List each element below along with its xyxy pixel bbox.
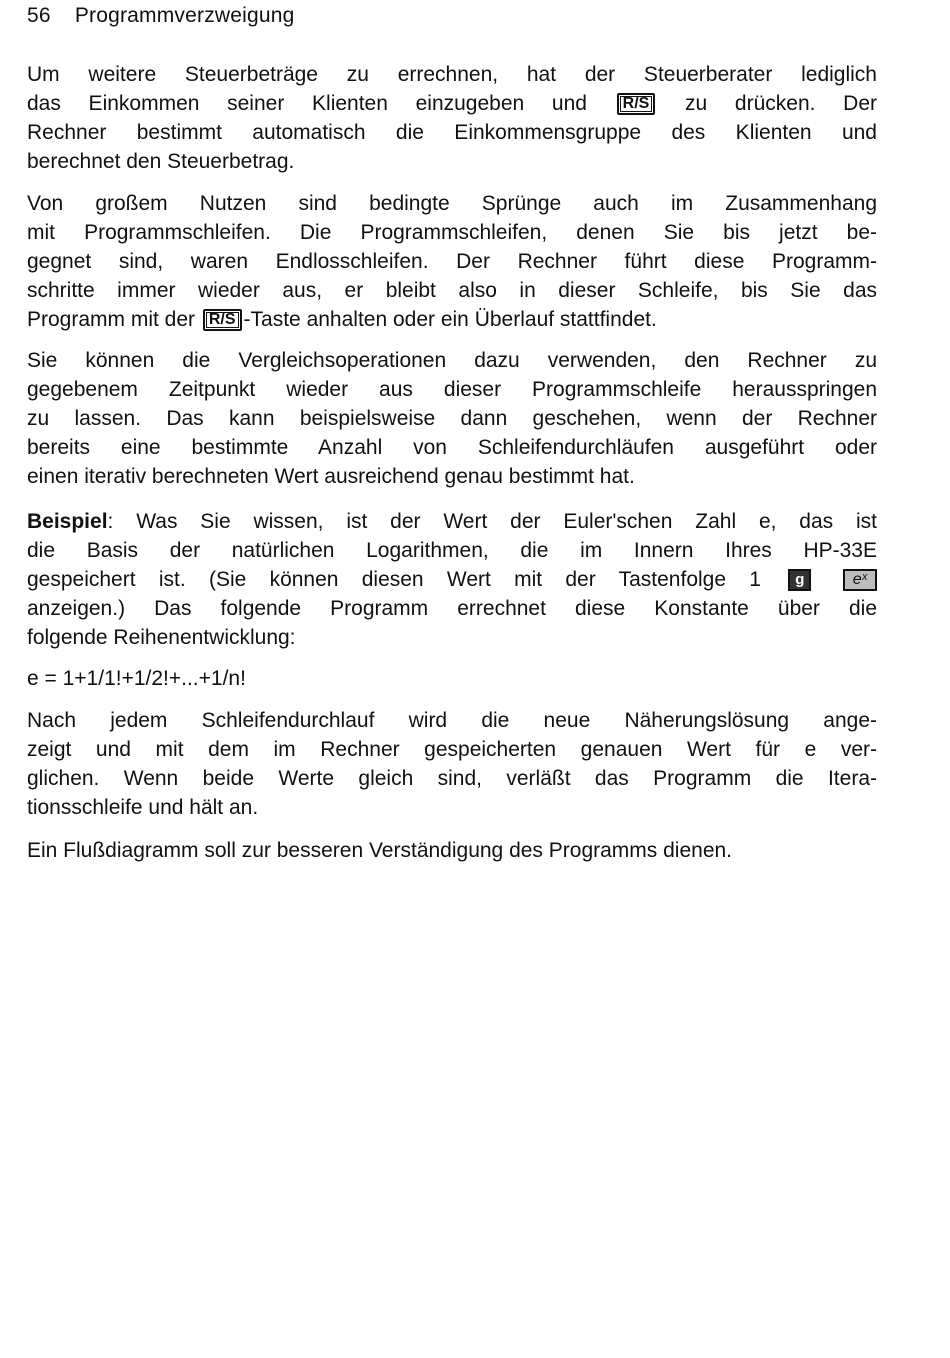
text-line: berechnet den Steuerbetrag.: [27, 150, 295, 173]
text-line: [27, 305, 877, 334]
text-line: Von großem Nutzen sind bedingte Sprünge auch im Zusammenhang: [27, 192, 877, 215]
chapter-title: Programmverzweigung: [74, 4, 295, 27]
formula: [27, 664, 877, 693]
text-line: Nach jedem Schleifendurchlauf wird die neue Näherungslösung ange-: [27, 709, 877, 732]
text-line: Um weitere Steuerbeträge zu errechnen, hat der Steuerberater lediglich: [27, 63, 877, 86]
text-segment: : Was Sie wissen, ist der Wert der Euler'schen Zahl e, das ist: [107, 510, 877, 533]
page-header: [27, 4, 295, 28]
paragraph-3: [27, 346, 877, 491]
text-line: tionsschleife und hält an.: [27, 796, 259, 819]
text-segment: Programm mit der: [27, 308, 196, 331]
text-line: die Basis der natürlichen Logarithmen, die im Innern Ihres HP-33E: [27, 539, 877, 562]
text-line: anzeigen.) Das folgende Programm errechnet diese Konstante über die: [27, 597, 877, 620]
text-line: bereits eine bestimmte Anzahl von Schleifendurchläufen ausgeführt oder: [27, 436, 877, 459]
text-segment: -Taste anhalten oder ein Überlauf stattfindet.: [243, 308, 657, 331]
text-line: [27, 565, 877, 594]
text-line: [27, 89, 877, 118]
paragraph-2: [27, 189, 877, 334]
text-line: gegnet sind, waren Endlosschleifen. Der Rechner führt diese Programm-: [27, 250, 877, 273]
example-label: Beispiel: [27, 510, 108, 533]
text-segment: das Einkommen seiner Klienten einzugeben und: [27, 92, 587, 115]
text-line: zeigt und mit dem im Rechner gespeicherten genauen Wert für e ver-: [27, 738, 877, 761]
text-line: Ein Flußdiagramm soll zur besseren Verständigung des Programms dienen.: [27, 839, 733, 862]
text-line: mit Programmschleifen. Die Programmschleifen, denen Sie bis jetzt be-: [27, 221, 877, 244]
series-formula: e = 1+1/1!+1/2!+...+1/n!: [27, 667, 246, 690]
text-line: gegebenem Zeitpunkt wieder aus dieser Programmschleife herausspringen: [27, 378, 877, 401]
paragraph-1: [27, 60, 877, 176]
paragraph-5: [27, 706, 877, 822]
rs-key-icon: R/S: [617, 93, 656, 115]
paragraph-6: [27, 836, 877, 865]
text-line: Rechner bestimmt automatisch die Einkommensgruppe des Klienten und: [27, 121, 877, 144]
text-line: einen iterativ berechneten Wert ausreichend genau bestimmt hat.: [27, 465, 635, 488]
text-segment: zu drücken. Der: [685, 92, 877, 115]
g-key-icon: g: [788, 569, 811, 591]
text-line: schritte immer wieder aus, er bleibt also in dieser Schleife, bis Sie das: [27, 279, 877, 302]
text-line: glichen. Wenn beide Werte gleich sind, verläßt das Programm die Itera-: [27, 767, 877, 790]
page-number: 56: [27, 4, 51, 27]
ex-key-icon: eˣ: [843, 569, 877, 591]
text-line: Sie können die Vergleichsoperationen dazu verwenden, den Rechner zu: [27, 349, 877, 372]
text-line: folgende Reihenentwicklung:: [27, 626, 296, 649]
text-line: zu lassen. Das kann beispielsweise dann geschehen, wenn der Rechner: [27, 407, 877, 430]
paragraph-4: [27, 507, 877, 652]
rs-key-icon: R/S: [203, 309, 242, 331]
text-line: [27, 507, 877, 536]
text-segment: gespeichert ist. (Sie können diesen Wert mit der Tastenfolge 1: [27, 568, 761, 591]
